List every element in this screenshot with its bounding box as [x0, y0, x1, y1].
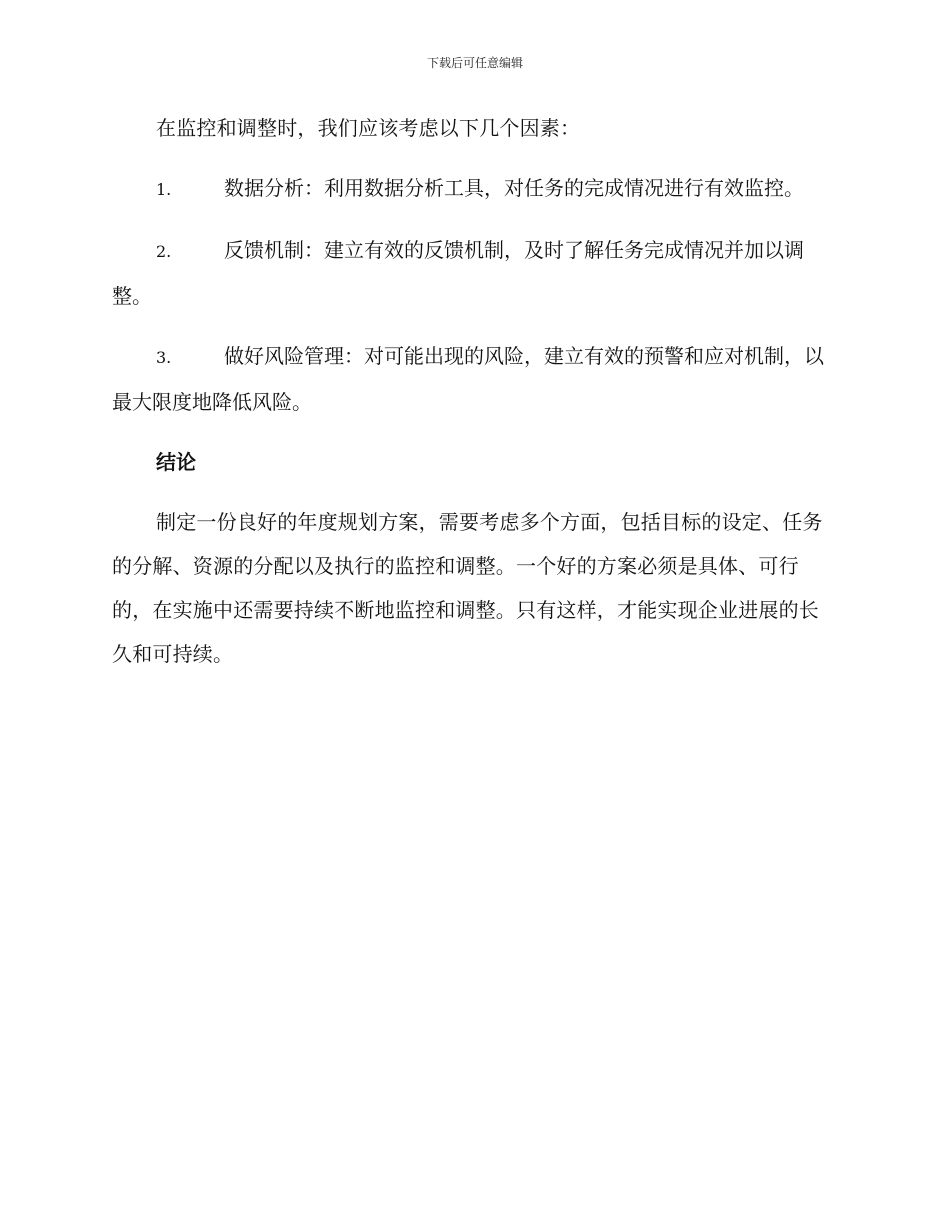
list-item	[112, 334, 834, 424]
list-item-number: 2.	[156, 242, 172, 261]
intro-paragraph: 在监控和调整时，我们应该考虑以下几个因素：	[156, 116, 581, 140]
list-item-text: 做好风险管理：对可能出现的风险，建立有效的预警和应对机制，以最大限度地降低风险。	[112, 344, 824, 414]
document-body	[112, 106, 834, 692]
conclusion-paragraph: 制定一份良好的年度规划方案，需要考虑多个方面，包括目标的设定、任务的分解、资源的分配以及执行的监控和调整。一个好的方案必须是具体、可行的，在实施中还需要持续不断地监控和调整。只有这样，才能实现企业进展的长久和可持续。	[112, 510, 823, 666]
conclusion-heading: 结论	[156, 450, 196, 474]
list-item	[112, 166, 834, 212]
list-item-number: 3.	[156, 348, 172, 367]
list-item-text: 反馈机制：建立有效的反馈机制，及时了解任务完成情况并加以调整。	[112, 238, 804, 308]
list-item	[112, 228, 834, 318]
list-item-text: 数据分析：利用数据分析工具，对任务的完成情况进行有效监控。	[224, 176, 804, 200]
list-item-number: 1.	[156, 180, 172, 199]
header-note: 下载后可任意编辑	[426, 56, 523, 70]
